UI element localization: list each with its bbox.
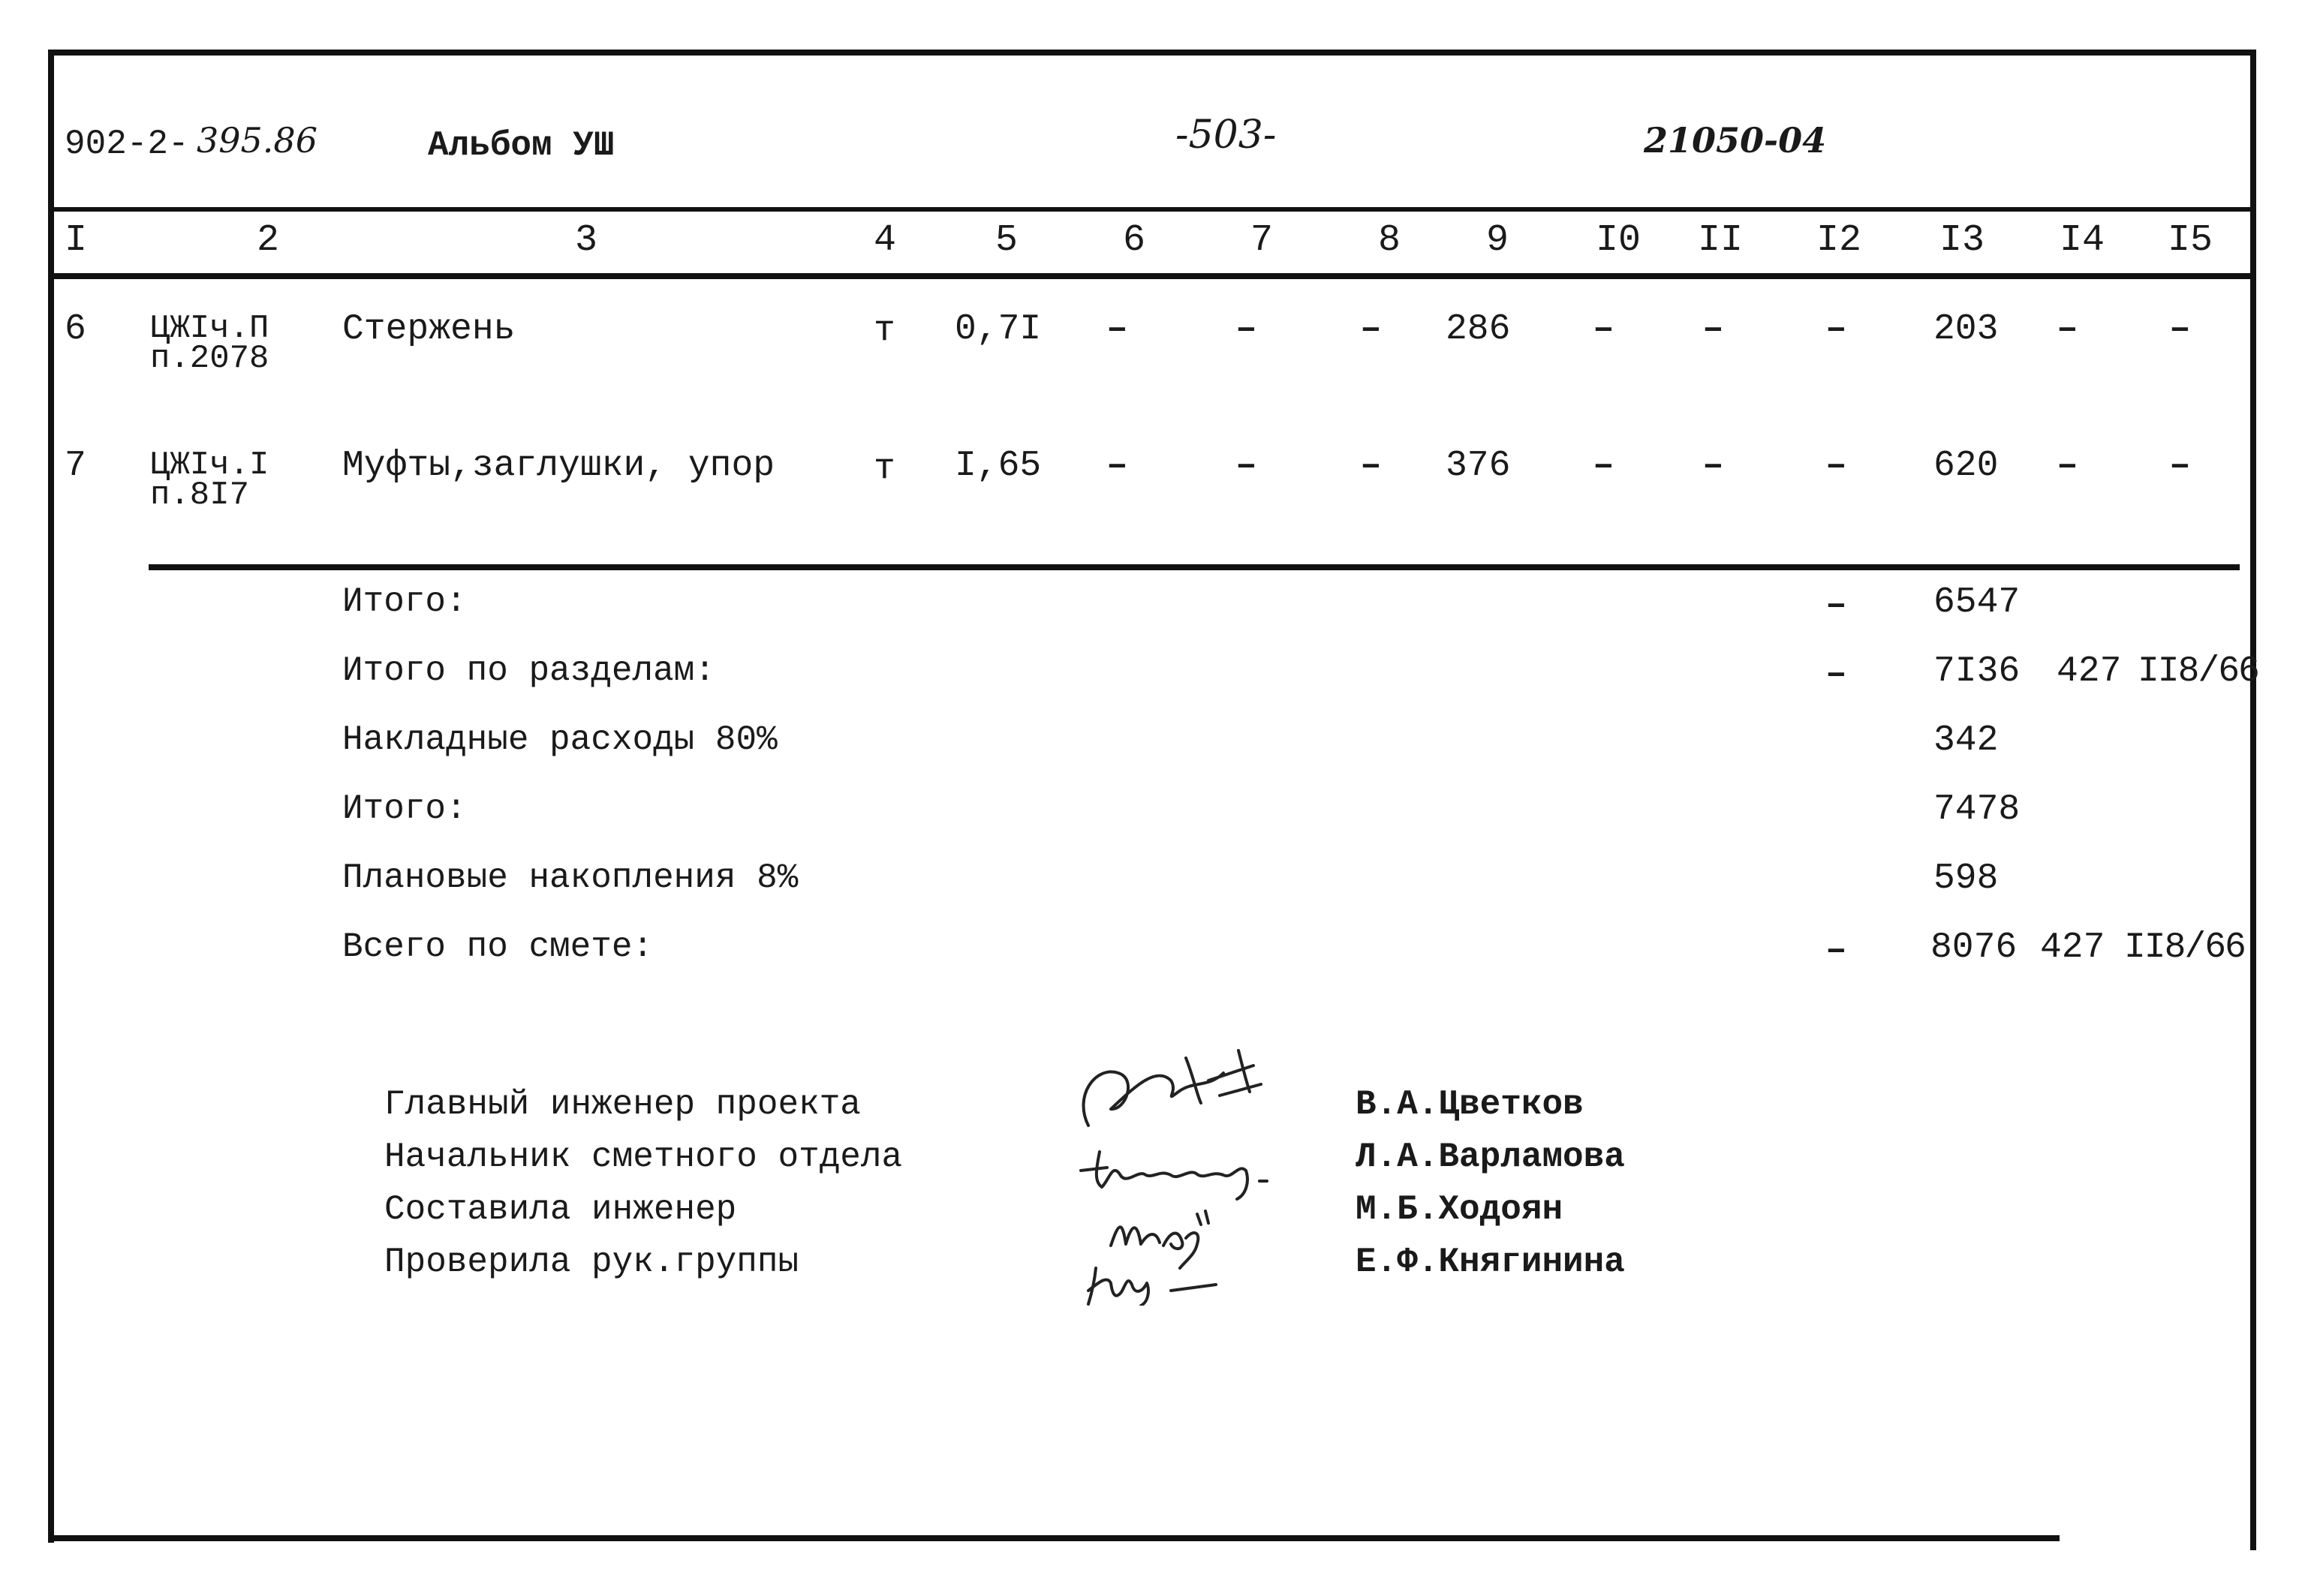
album-label: Альбом УШ [428, 126, 615, 165]
signer-name: Е.Ф.Княгинина [1356, 1243, 1625, 1282]
signer-title: Проверила рук.группы [384, 1243, 799, 1282]
column-number: 7 [1250, 219, 1274, 262]
column-number: 2 [257, 219, 280, 262]
cell-c13: 620 [1933, 446, 1999, 486]
summary-label: Накладные расходы 80% [342, 720, 778, 759]
cell-c13: 203 [1933, 309, 1999, 350]
column-number: I0 [1596, 219, 1641, 262]
signer-title: Составила инженер [384, 1190, 737, 1229]
cell-c8: – [1360, 446, 1382, 486]
cell-c6: – [1106, 309, 1128, 350]
frame-bottom-border [48, 1535, 2060, 1541]
signer-title: Начальник сметного отдела [384, 1138, 903, 1177]
summary-c14: 427 [2040, 927, 2105, 968]
summary-c13: 6547 [1933, 582, 2021, 623]
cell-c14: – [2057, 309, 2078, 350]
signer-name: М.Б.Ходоян [1356, 1190, 1563, 1229]
header-rule-bottom [54, 273, 2250, 279]
summary-c13: 598 [1933, 858, 1999, 899]
column-number: I [65, 219, 88, 262]
cell-c9: 376 [1446, 446, 1511, 486]
column-number: I3 [1939, 219, 1985, 262]
cell-c7: – [1235, 309, 1257, 350]
cell-c10: – [1593, 309, 1614, 350]
summary-label: Итого: [342, 789, 467, 828]
cell-c11: – [1702, 309, 1724, 350]
frame-top-border [50, 50, 2256, 56]
doc-code-printed: 902-2- [65, 125, 189, 164]
cell-c9: 286 [1446, 309, 1511, 350]
cell-c12: – [1825, 446, 1847, 486]
signer-name: В.А.Цветков [1356, 1085, 1584, 1124]
summary-c15: II8/66 [2138, 651, 2258, 692]
frame-right-border [2250, 50, 2256, 1550]
cell-c7: – [1235, 446, 1257, 486]
cell-c12: – [1825, 309, 1847, 350]
column-number: 5 [995, 219, 1019, 262]
totals-rule [149, 564, 2240, 570]
row-number: 6 [65, 309, 86, 350]
column-number: 9 [1486, 219, 1509, 262]
summary-label: Всего по смете: [342, 927, 654, 966]
summary-c14: 427 [2057, 651, 2122, 692]
row-name: Муфты,заглушки, упор [342, 446, 775, 486]
row-qty: I,65 [955, 446, 1042, 486]
cell-c14: – [2057, 446, 2078, 486]
column-number: I5 [2168, 219, 2213, 262]
summary-label: Плановые накопления 8% [342, 858, 799, 897]
summary-c13: 8076 [1930, 927, 2018, 968]
row-name: Стержень [342, 309, 516, 350]
summary-c13: 7I36 [1933, 651, 2021, 692]
column-number: I4 [2060, 219, 2105, 262]
column-number: I2 [1816, 219, 1862, 262]
summary-c13: 342 [1933, 720, 1999, 761]
page-number: -503- [1175, 113, 1277, 158]
cell-c11: – [1702, 446, 1724, 486]
summary-c12: – [1825, 654, 1847, 695]
handwritten-signatures [1066, 1020, 1336, 1306]
summary-c15: II8/66 [2124, 927, 2245, 968]
summary-label: Итого по разделам: [342, 651, 715, 690]
frame-left-border [48, 50, 54, 1543]
header-rule-top [54, 207, 2250, 212]
cell-c15: – [2169, 446, 2191, 486]
cell-c10: – [1593, 446, 1614, 486]
row-qty: 0,7I [955, 309, 1042, 350]
summary-label: Итого: [342, 582, 467, 621]
doc-code-handwritten: 395.86 [197, 120, 317, 161]
column-number: 6 [1123, 219, 1146, 262]
row-code: ЦЖIч.I [150, 446, 269, 484]
signer-title: Главный инженер проекта [384, 1085, 861, 1124]
row-number: 7 [65, 446, 86, 486]
row-unit: т [874, 449, 895, 489]
column-number: 8 [1378, 219, 1401, 262]
column-number: 4 [874, 219, 897, 262]
summary-c12: – [1825, 930, 1847, 971]
cell-c6: – [1106, 446, 1128, 486]
doc-id: 21050-04 [1644, 120, 1827, 161]
cell-c15: – [2169, 309, 2191, 350]
row-code-paragraph: п.8I7 [150, 476, 250, 514]
column-number: 3 [575, 219, 598, 262]
signer-name: Л.А.Варламова [1356, 1138, 1625, 1177]
summary-c13: 7478 [1933, 789, 2021, 830]
cell-c8: – [1360, 309, 1382, 350]
row-code-paragraph: п.2078 [150, 340, 269, 377]
row-unit: т [874, 311, 895, 351]
summary-c12: – [1825, 585, 1847, 626]
column-number: II [1698, 219, 1744, 262]
row-code: ЦЖIч.П [150, 310, 269, 347]
